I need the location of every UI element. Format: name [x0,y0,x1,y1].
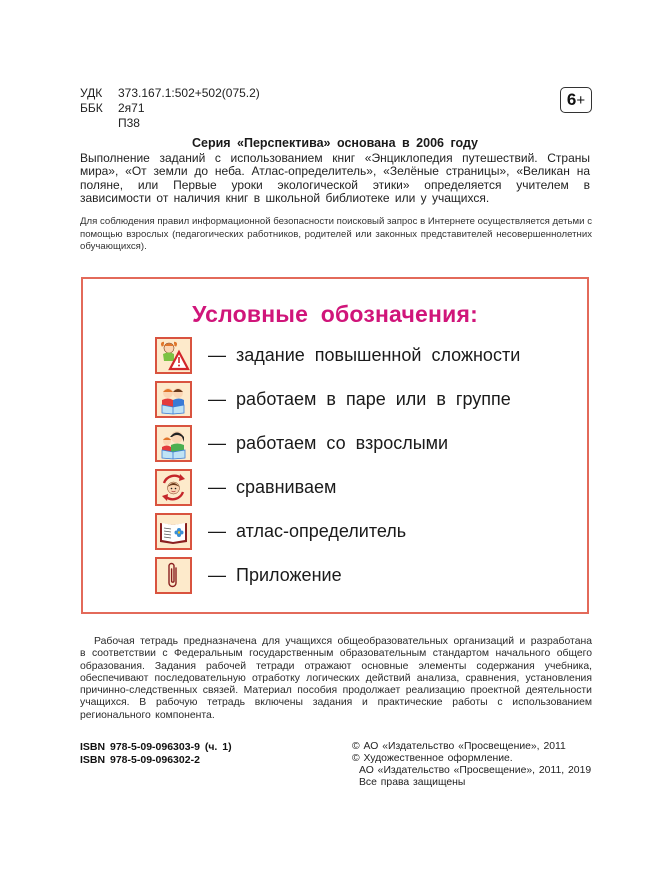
series-heading: Серия «Перспектива» основана в 2006 году [191,136,479,150]
legend-item-with-adults [155,425,448,461]
open-book-flower-icon [155,513,192,550]
legend-item-atlas [155,513,406,549]
bbk-label: ББК [80,101,103,115]
age-rating-badge [560,87,592,113]
copyright-line-2: © Художественное оформление. [352,753,513,764]
age-rating-number: 6 [566,90,577,109]
description-paragraph [80,636,592,722]
legend-item-pair-group [155,381,511,417]
copyright-line-1: © АО «Издательство «Просвещение», 2011 [352,741,566,752]
safety-paragraph: Для соблюдения правил информационной безопасности поисковый запрос в Интернете осуществляется детьми с помощью взрослых (педагогических работников, родителей или законных представителей несовершеннолетних обучающихся). [80,216,592,252]
description-text: Рабочая тетрадь предназначена для учащихся общеобразовательных организаций и разработана в соответствии с Федеральным государственным образовательным стандартом начального общего образования. Задания рабочей тетради отражают основные элементы содержания учебника, обеспечивают последовательную отработку логических действий анализа, сравнения, установления причинно-следственных связей. Материал пособия продолжает реализацию проектной деятельности учащихся. В рабочую тетрадь включены задания и практические работы с использованием регионального компонента. [80,636,592,721]
child-with-adult-reading-icon [155,425,192,462]
legend-label: — Приложение [208,564,342,585]
legend-item-appendix [155,557,342,593]
compare-arrows-face-icon [155,469,192,506]
legend-label: — сравниваем [208,476,337,497]
girl-warning-triangle-icon [155,337,192,374]
paperclip-icon [155,557,192,594]
udk-line [80,86,260,100]
udk-value: 373.167.1:502+502(075.2) [118,86,260,100]
copyright-line-4: Все права защищены [359,777,466,788]
udk-label: УДК [80,86,103,100]
legend-item-difficult [155,337,520,373]
legend-label: — атлас-определитель [208,520,407,541]
intro-paragraph: Выполнение заданий с использованием книг «Энциклопедия путешествий. Страны мира», «От земли до неба. Атлас-определитель», «Зелёные страницы», «Великан на поляне, или Первые уроки экологической этики» определяется учителем в зависимости от наличия книг в школьной библиотеке или у учащихся. [80,151,590,206]
copyright-line-3: АО «Издательство «Просвещение», 2011, 2019 [359,765,592,776]
two-children-reading-icon [155,381,192,418]
legend-frame [81,277,589,614]
isbn-set: ISBN 978-5-09-096302-2 [80,754,200,766]
legend-item-compare [155,469,336,505]
legend-label: — работаем со взрослыми [208,432,449,453]
legend-label: — работаем в паре или в группе [208,388,511,409]
isbn-part1: ISBN 978-5-09-096303-9 (ч. 1) [80,741,232,753]
age-rating-plus: + [576,92,586,109]
legend-title: Условные обозначения: [192,301,478,327]
author-mark: П38 [118,116,140,130]
legend-label: — задание повышенной сложности [208,344,521,365]
bbk-line [80,101,145,115]
bbk-value: 2я71 [118,101,145,115]
